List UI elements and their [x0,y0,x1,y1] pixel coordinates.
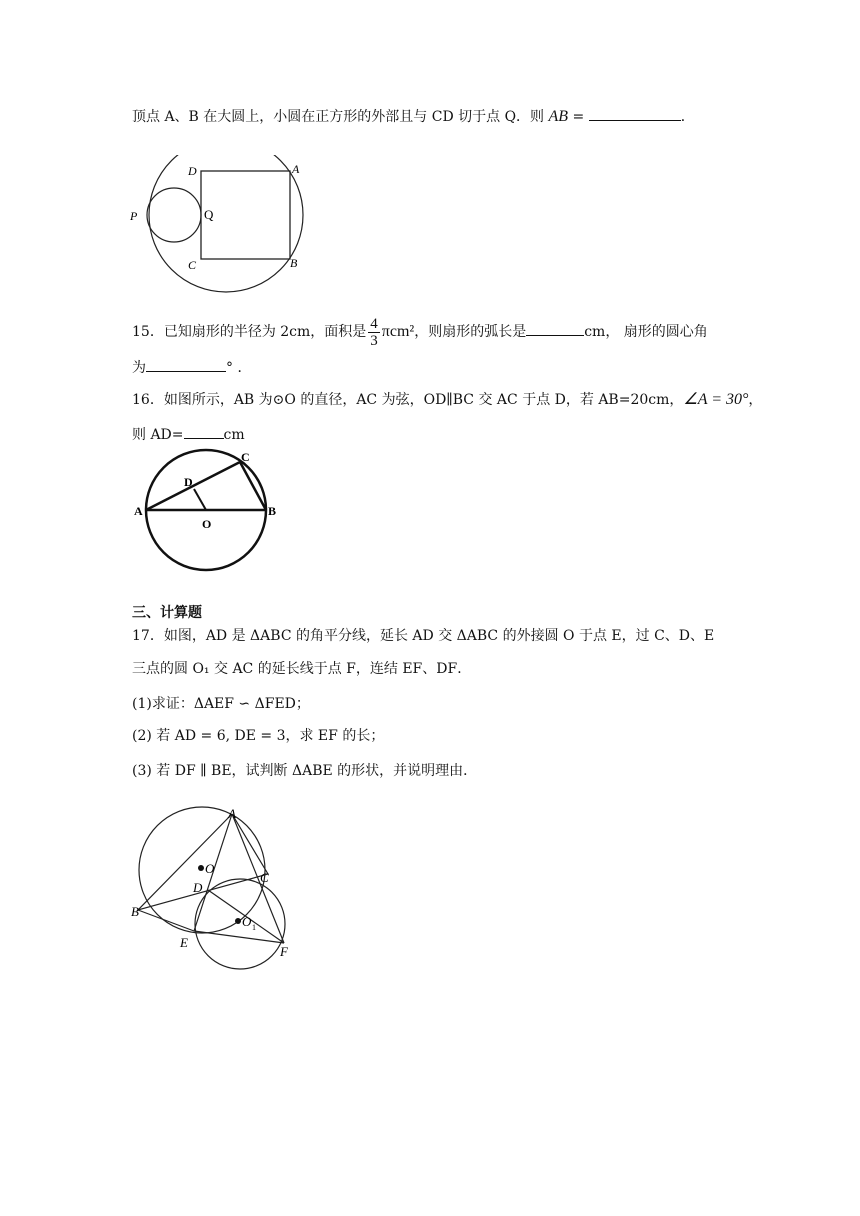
section-3-title: 三、计算题 [132,605,202,621]
q16-text: 16．如图所示，AB 为⊙O 的直径，AC 为弦，OD∥BC 交 AC 于点 D，若 AB=20cm， [132,392,684,408]
q14-prefix: 顶点 A、B 在大圆上，小圆在正方形的外部且与 CD 切于点 Q．则 [132,109,549,125]
q16-ad-blank[interactable] [184,424,224,439]
q14-label-p: P [130,209,138,223]
q17-line2: 三点的圆 O₁ 交 AC 的延长线于点 F，连结 EF、DF． [132,661,472,677]
q16-label-c: C [241,450,250,464]
q14-label-b: B [290,256,298,270]
q17-label-d: D [193,880,203,895]
q14-label-a: A [292,162,300,176]
q16-line2-prefix: 则 AD= [132,427,184,443]
q16-label-b: B [268,504,277,518]
q16-comma: ， [748,392,763,408]
q16-angle: ∠A = 30° [683,391,749,408]
q14-label-q: Q [204,207,214,222]
q17-figure [128,800,298,970]
q17-label-c: C [260,870,269,885]
q15-middle: ，则扇形的弧长是 [414,324,527,340]
q14-ab: AB [548,108,569,125]
q17-label-o1: O [242,914,252,929]
q15-unit: πcm² [381,323,415,340]
q15-line2 [132,357,251,378]
q17-label-e: E [180,935,188,950]
q14-figure [126,155,316,305]
q14-end: ． [680,109,695,125]
q16-label-a: A [134,504,143,518]
q16-line2-suffix: cm [223,427,245,443]
q15-line2-prefix: 为 [132,360,146,376]
q17-label-o: O [205,861,215,876]
q17-label-f: F [280,944,288,959]
q15-line2-suffix: ° ． [226,360,252,376]
q15-fraction [368,316,380,349]
q16-line2 [132,424,245,445]
q16-label-d: D [184,475,193,489]
q17-part3: (3) 若 DF ∥ BE，试判断 ΔABE 的形状，并说明理由． [132,763,478,779]
q17-part1: (1)求证：ΔAEF ∽ ΔFED； [132,696,310,712]
q14-equals: = [568,109,589,125]
q17-label-o1-sub: 1 [252,923,256,932]
q15-frac-den: 3 [370,332,378,349]
q15-line1 [132,314,708,350]
q14-answer-blank[interactable] [589,106,681,121]
q15-prefix: 15．已知扇形的半径为 2cm，面积是 [132,324,367,340]
q14-line [132,106,695,127]
q14-label-c: C [188,258,197,272]
q16-figure [128,448,288,578]
q16-line1 [132,390,762,410]
q15-arc-blank[interactable] [526,321,584,336]
q17-label-b: B [131,904,139,919]
q14-label-d: D [188,164,197,178]
q15-frac-num: 4 [370,315,378,332]
q15-angle-blank[interactable] [146,357,226,372]
q17-label-a: A [228,806,236,821]
q16-label-o: O [202,517,212,531]
q17-part2: (2) 若 AD = 6, DE = 3，求 EF 的长； [132,728,385,744]
q15-unit-cm: cm， 扇形的圆心角 [584,324,708,340]
q17-line1: 17．如图，AD 是 ΔABC 的角平分线，延长 AD 交 ΔABC 的外接圆 O 于点 E，过 C、D、E [132,628,715,644]
